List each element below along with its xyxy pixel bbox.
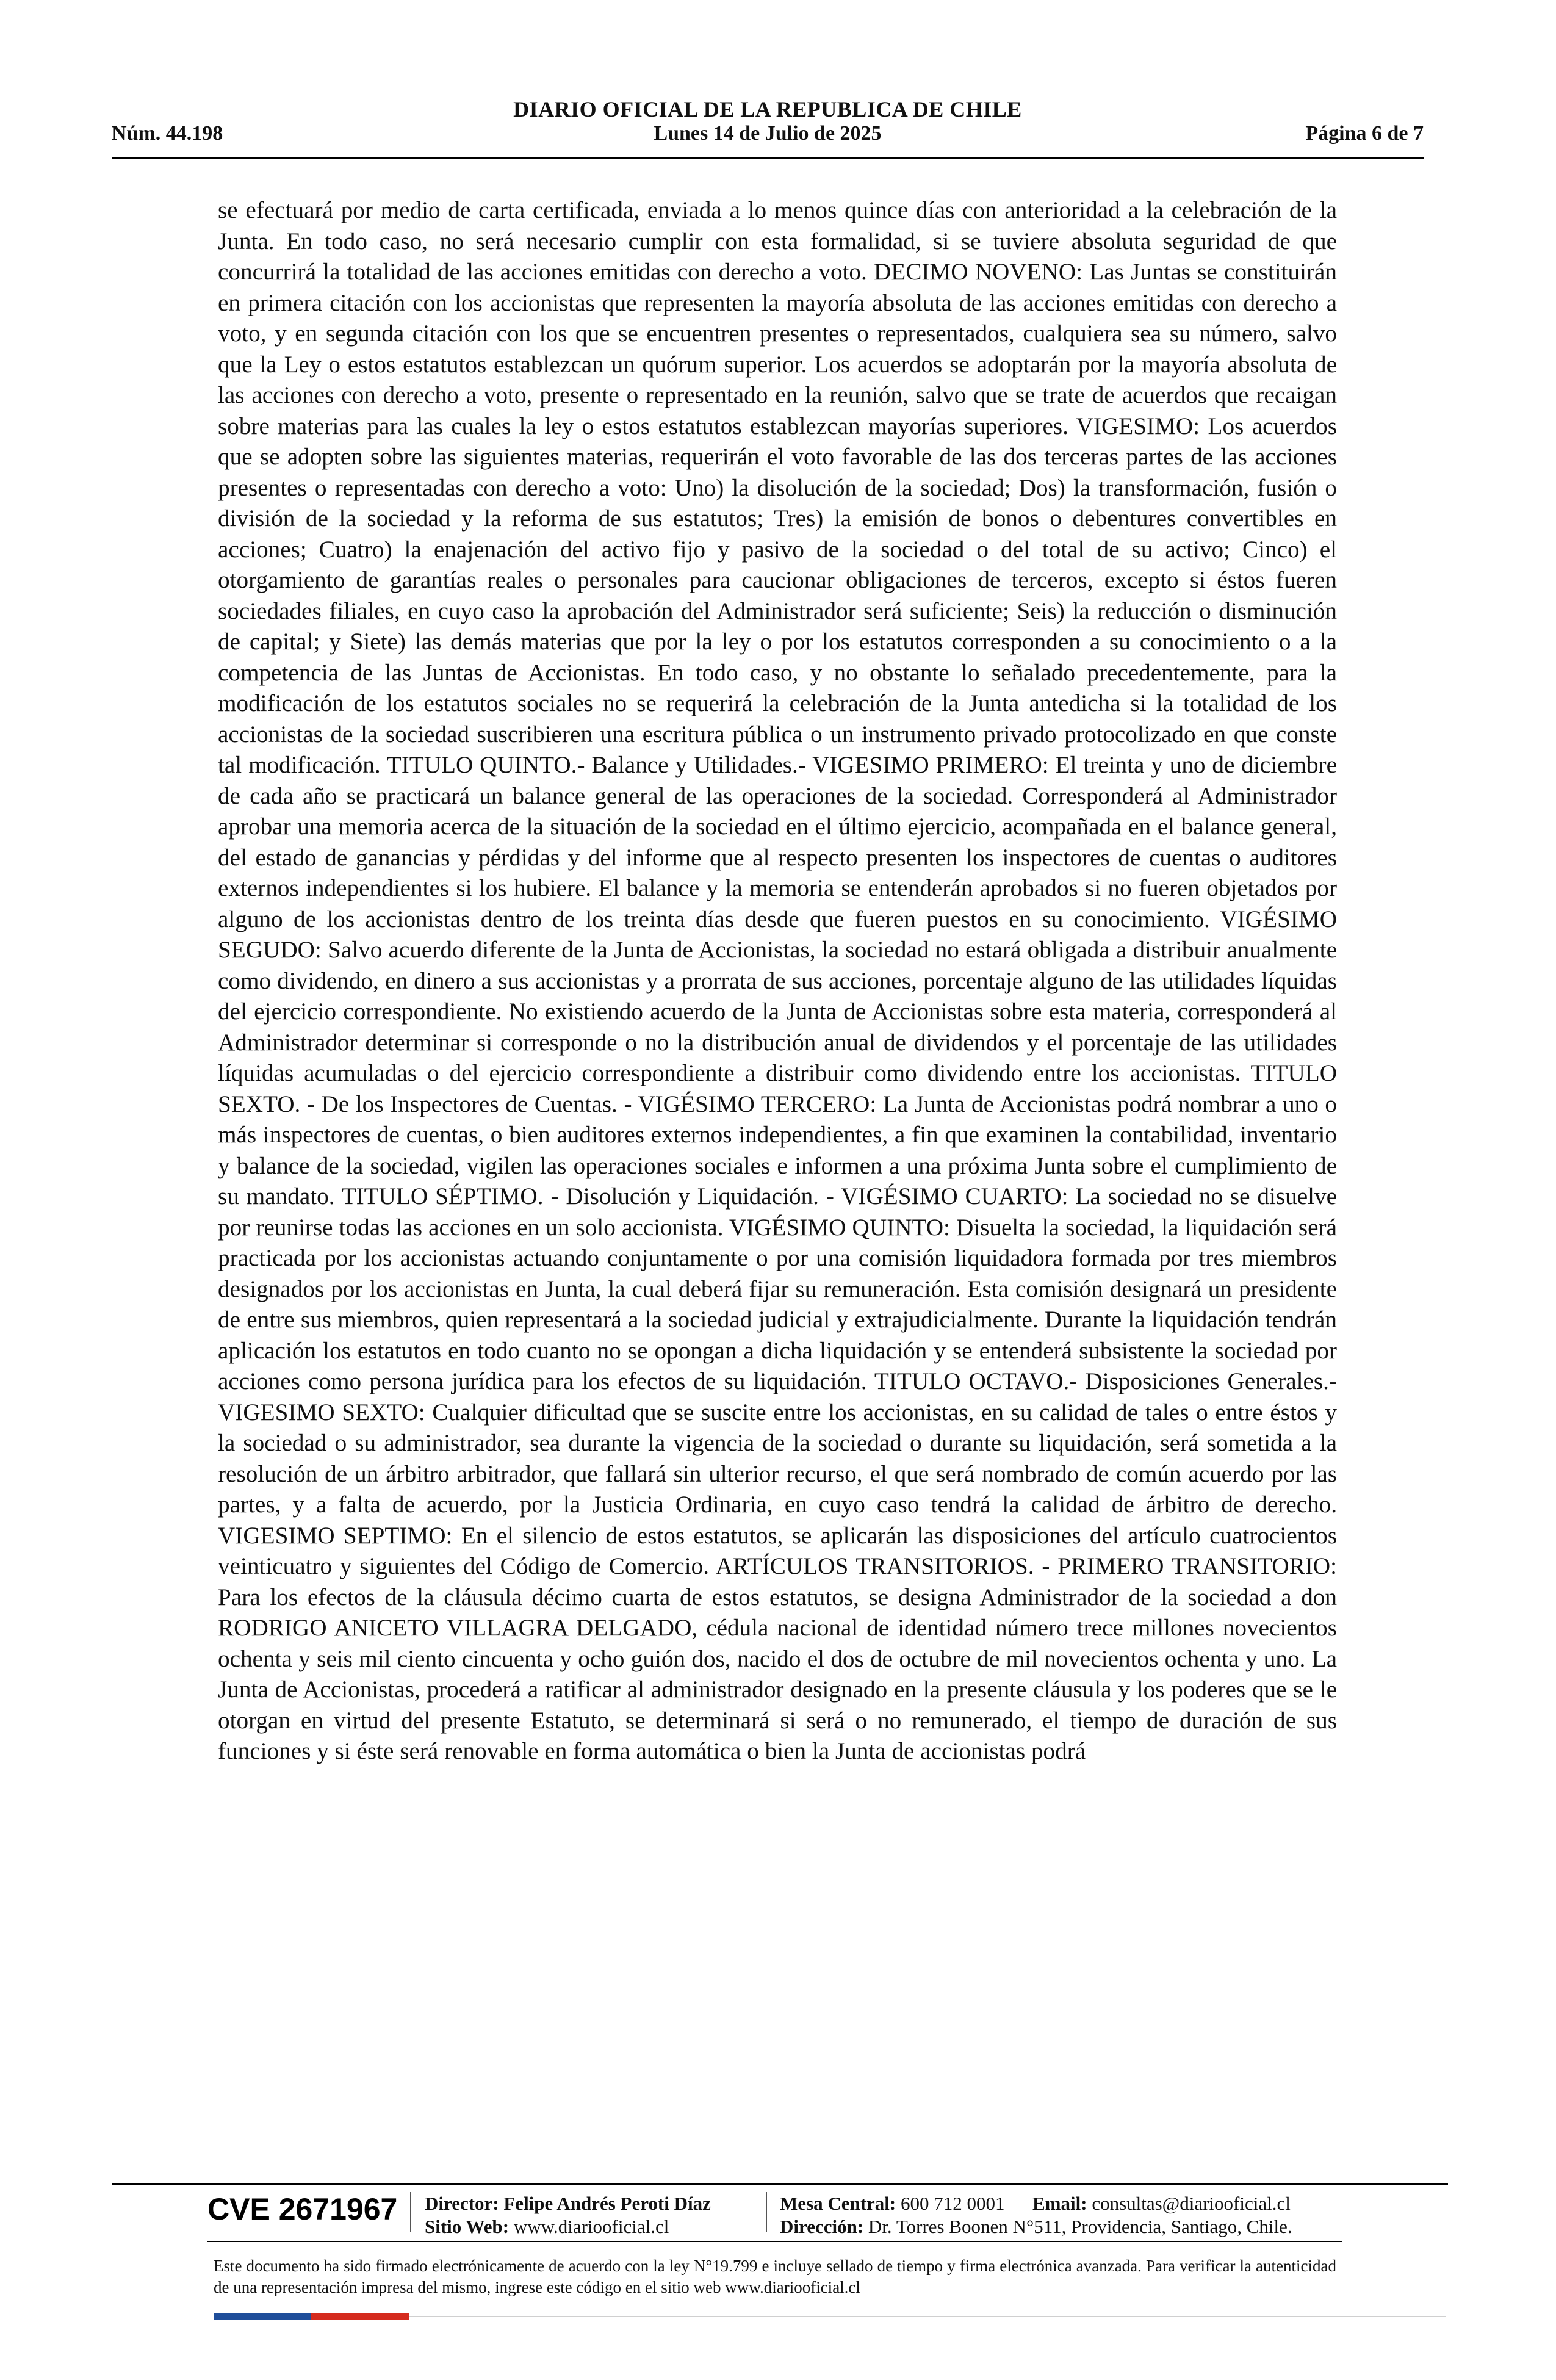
publication-title: DIARIO OFICIAL DE LA REPUBLICA DE CHILE [513, 97, 1022, 121]
mesa-label: Mesa Central: [780, 2193, 896, 2214]
footer-divider-mid [207, 2241, 1342, 2242]
stripe-rule [409, 2316, 1446, 2317]
flag-stripe-red [311, 2313, 409, 2320]
address-label: Dirección: [780, 2216, 864, 2237]
footer-divider-top [112, 2183, 1448, 2185]
footer-separator-1 [410, 2192, 411, 2232]
director-name: Felipe Andrés Peroti Díaz [503, 2193, 711, 2214]
email-link[interactable]: consultas@diariooficial.cl [1092, 2193, 1291, 2214]
cve-code: CVE 2671967 [207, 2192, 398, 2226]
page-number: Página 6 de 7 [1305, 122, 1424, 145]
footer-director-block [425, 2192, 711, 2238]
mesa-phone: 600 712 0001 [901, 2193, 1005, 2214]
address-value: Dr. Torres Boonen N°511, Providencia, Santiago, Chile. [868, 2216, 1292, 2237]
issue-date: Lunes 14 de Julio de 2025 [654, 122, 882, 145]
site-link[interactable]: www.diariooficial.cl [513, 2216, 669, 2237]
issue-number: Núm. 44.198 [112, 122, 223, 145]
footer-separator-2 [766, 2192, 767, 2232]
site-label: Sitio Web: [425, 2216, 510, 2237]
header-divider [112, 157, 1424, 159]
legal-notice: Este documento ha sido firmado electrónicamente de acuerdo con la ley N°19.799 e incluye sellado de tiempo y firma electrónica avanzada. Para verificar la autenticidad de una representación impresa del mismo, ingrese este código en el sitio web www.diariooficial.cl [214, 2257, 1336, 2296]
page-header [112, 92, 1424, 159]
footer-contact-block [780, 2192, 1292, 2238]
director-label: Director: [425, 2193, 499, 2214]
flag-stripe-blue [214, 2313, 311, 2320]
email-label: Email: [1032, 2193, 1087, 2214]
document-body: se efectuará por medio de carta certificada, enviada a lo menos quince días con anterioridad a la celebración de la Junta. En todo caso, no será necesario cumplir con esta formalidad, si se tuviere absoluta seguridad de que concurrirá la totalidad de las acciones emitidas con derecho a voto. DECIMO NOVENO: Las Juntas se constituirán en primera citación con los accionistas que representen la mayoría absoluta de las acciones emitidas con derecho a voto, y en segunda citación con los que se encuentren presentes o representados, cualquiera sea su número, salvo que la Ley o estos estatutos establezcan un quórum superior. Los acuerdos se adoptarán por la mayoría absoluta de las acciones con derecho a voto, presente o representado en la reunión, salvo que se trate de acuerdos que recaigan sobre materias para las cuales la ley o estos estatutos establezcan mayorías superiores. VIGESIMO: Los acuerdos que se adopten sobre las siguientes materias, requerirán el voto favorable de las dos terceras partes de las acciones presentes o representadas con derecho a voto: Uno) la disolución de la sociedad; Dos) la transformación, fusión o división de la sociedad y la reforma de sus estatutos; Tres) la emisión de bonos o debentures convertibles en acciones; Cuatro) la enajenación del activo fijo y pasivo de la sociedad o del total de su activo; Cinco) el otorgamiento de garantías reales o personales para caucionar obligaciones de terceros, excepto si éstos fueren sociedades filiales, en cuyo caso la aprobación del Administrador será suficiente; Seis) la reducción o disminución de capital; y Siete) las demás materias que por la ley o por los estatutos corresponden a su conocimiento o a la competencia de las Juntas de Accionistas. En todo caso, y no obstante lo señalado precedentemente, para la modificación de los estatutos sociales no se requerirá la celebración de la Junta antedicha si la totalidad de los accionistas de la sociedad suscribieren una escritura pública o un instrumento privado protocolizado en que conste tal modificación. TITULO QUINTO.- Balance y Utilidades.- VIGESIMO PRIMERO: El treinta y uno de diciembre de cada año se practicará un balance general de las operaciones de la sociedad. Corresponderá al Administrador aprobar una memoria acerca de la situación de la sociedad en el último ejercicio, acompañada en el balance general, del estado de ganancias y pérdidas y del informe que al respecto presenten los inspectores de cuentas o auditores externos independientes si los hubiere. El balance y la memoria se entenderán aprobados si no fueren objetados por alguno de los accionistas dentro de los treinta días desde que fueren puestos en su conocimiento. VIGÉSIMO SEGUDO: Salvo acuerdo diferente de la Junta de Accionistas, la sociedad no estará obligada a distribuir anualmente como dividendo, en dinero a sus accionistas y a prorrata de sus acciones, porcentaje alguno de las utilidades líquidas del ejercicio correspondiente. No existiendo acuerdo de la Junta de Accionistas sobre esta materia, corresponderá al Administrador determinar si corresponde o no la distribución anual de dividendos y el porcentaje de las utilidades líquidas acumuladas o del ejercicio correspondiente a distribuir como dividendo entre los accionistas. TITULO SEXTO. - De los Inspectores de Cuentas. - VIGÉSIMO TERCERO: La Junta de Accionistas podrá nombrar a uno o más inspectores de cuentas, o bien auditores externos independientes, a fin que examinen la contabilidad, inventario y balance de la sociedad, vigilen las operaciones sociales e informen a una próxima Junta sobre el cumplimiento de su mandato. TITULO SÉPTIMO. - Disolución y Liquidación. - VIGÉSIMO CUARTO: La sociedad no se disuelve por reunirse todas las acciones en un solo accionista. VIGÉSIMO QUINTO: Disuelta la sociedad, la liquidación será practicada por los accionistas actuando conjuntamente o por una comisión liquidadora formada por tres miembros designados por los accionistas en Junta, la cual deberá fijar su remuneración. Esta comisión designará un presidente de entre sus miembros, quien representará a la sociedad judicial y extrajudicialmente. Durante la liquidación tendrán aplicación los estatutos en todo cuanto no se opongan a dicha liquidación y se entenderá subsistente la sociedad por acciones como persona jurídica para los efectos de su liquidación. TITULO OCTAVO.- Disposiciones Generales.- VIGESIMO SEXTO: Cualquier dificultad que se suscite entre los accionistas, en su calidad de tales o entre éstos y la sociedad o su administrador, sea durante la vigencia de la sociedad o durante su liquidación, será sometida a la resolución de un árbitro arbitrador, que fallará sin ulterior recurso, el que será nombrado de común acuerdo por las partes, y a falta de acuerdo, por la Justicia Ordinaria, en cuyo caso tendrá la calidad de árbitro de derecho. VIGESIMO SEPTIMO: En el silencio de estos estatutos, se aplicarán las disposiciones del artículo cuatrocientos veinticuatro y siguientes del Código de Comercio. ARTÍCULOS TRANSITORIOS. - PRIMERO TRANSITORIO: Para los efectos de la cláusula décimo cuarta de estos estatutos, se designa Administrador de la sociedad a don RODRIGO ANICETO VILLAGRA DELGADO, cédula nacional de identidad número trece millones novecientos ochenta y seis mil ciento cincuenta y ocho guión dos, nacido el dos de octubre de mil novecientos ochenta y uno. La Junta de Accionistas, procederá a ratificar al administrador designado en la presente cláusula y los poderes que se le otorgan en virtud del presente Estatuto, se determinará si será o no remunerado, el tiempo de duración de sus funciones y si éste será renovable en forma automática o bien la Junta de accionistas podrá [218, 197, 1337, 1764]
